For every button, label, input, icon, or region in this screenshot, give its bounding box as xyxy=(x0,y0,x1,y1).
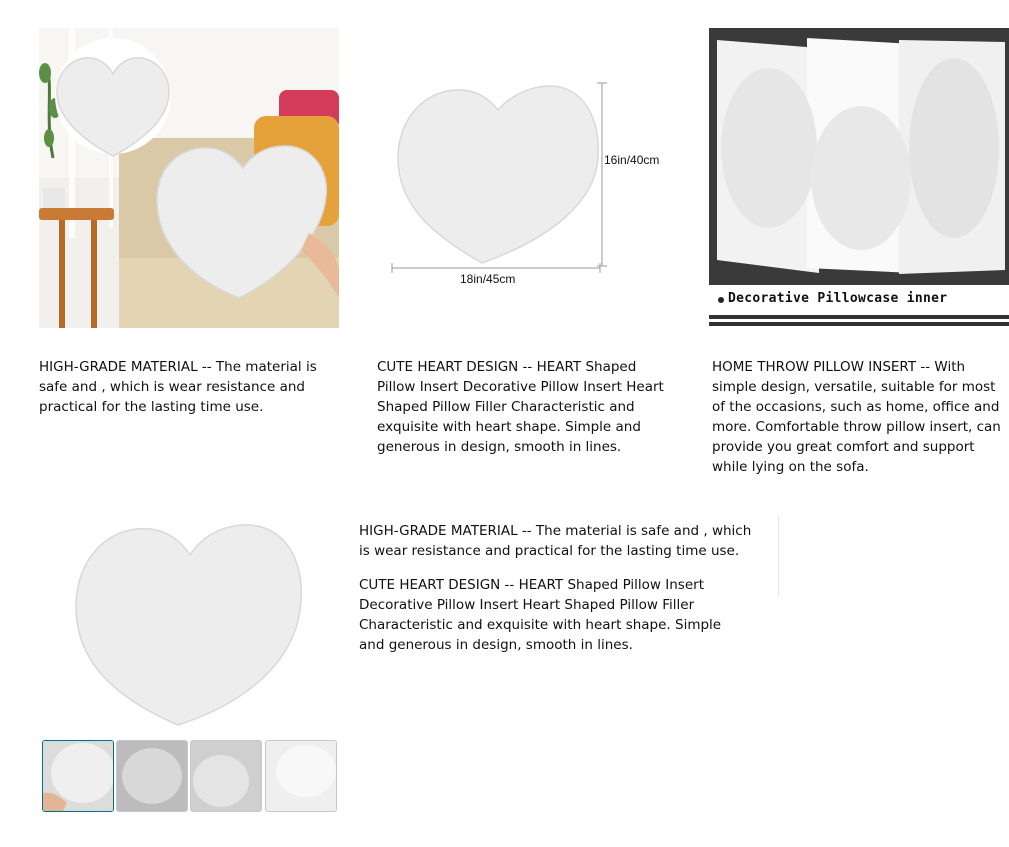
thumbnail-3[interactable] xyxy=(190,740,262,812)
divider-line xyxy=(778,516,779,596)
thumbnail-pillow-detail-icon xyxy=(266,741,336,811)
heart-pillow-main-icon xyxy=(60,515,320,730)
pillow-insert-panels-icon xyxy=(709,28,1009,286)
product-main-image[interactable] xyxy=(60,515,320,730)
thumbnail-pillow-fabric-icon xyxy=(191,741,261,811)
caption-text: Decorative Pillowcase inner xyxy=(728,291,948,306)
caption-divider xyxy=(709,315,1009,319)
pillowcase-caption xyxy=(709,285,1009,329)
feature-description-3: HOME THROW PILLOW INSERT -- With simple design, versatile, suitable for most of the occasions, such as home, office and more. Comfortable throw pillow insert, can provide you great comfort and support while lying on the sofa. xyxy=(712,359,1001,475)
product-bullet-1: HIGH-GRADE MATERIAL -- The material is safe and , which is wear resistance and practical for the lasting time use. xyxy=(359,523,752,559)
feature-description-1: HIGH-GRADE MATERIAL -- The material is safe and , which is wear resistance and practical for the lasting time use. xyxy=(39,359,317,415)
heart-pillow-dimensions-icon xyxy=(378,28,678,328)
heart-pillow-sofa-icon xyxy=(39,28,339,328)
thumbnail-1[interactable] xyxy=(42,740,114,812)
bullet-dot-icon xyxy=(718,297,724,303)
caption-divider-2 xyxy=(709,322,1009,326)
feature-image-1 xyxy=(39,28,339,328)
thumbnail-4[interactable] xyxy=(265,740,337,812)
height-dimension-label: 16in/40cm xyxy=(604,153,660,167)
thumbnail-hand-pillow-icon xyxy=(43,741,113,811)
feature-image-3 xyxy=(709,28,1009,328)
product-bullet-2: CUTE HEART DESIGN -- HEART Shaped Pillow Insert Decorative Pillow Insert Heart Shaped Pillow Filler Characteristic and exquisite with heart shape. Simple and generous in design, smooth in lines. xyxy=(359,577,722,653)
thumbnail-pillow-closeup-icon xyxy=(117,741,187,811)
feature-description-2: CUTE HEART DESIGN -- HEART Shaped Pillow Insert Decorative Pillow Insert Heart Shaped Pillow Filler Characteristic and exquisite with heart shape. Simple and generous in design, smooth in lines. xyxy=(377,359,664,455)
feature-image-2 xyxy=(378,28,678,328)
width-dimension-label: 18in/45cm xyxy=(460,272,516,286)
thumbnail-2[interactable] xyxy=(116,740,188,812)
